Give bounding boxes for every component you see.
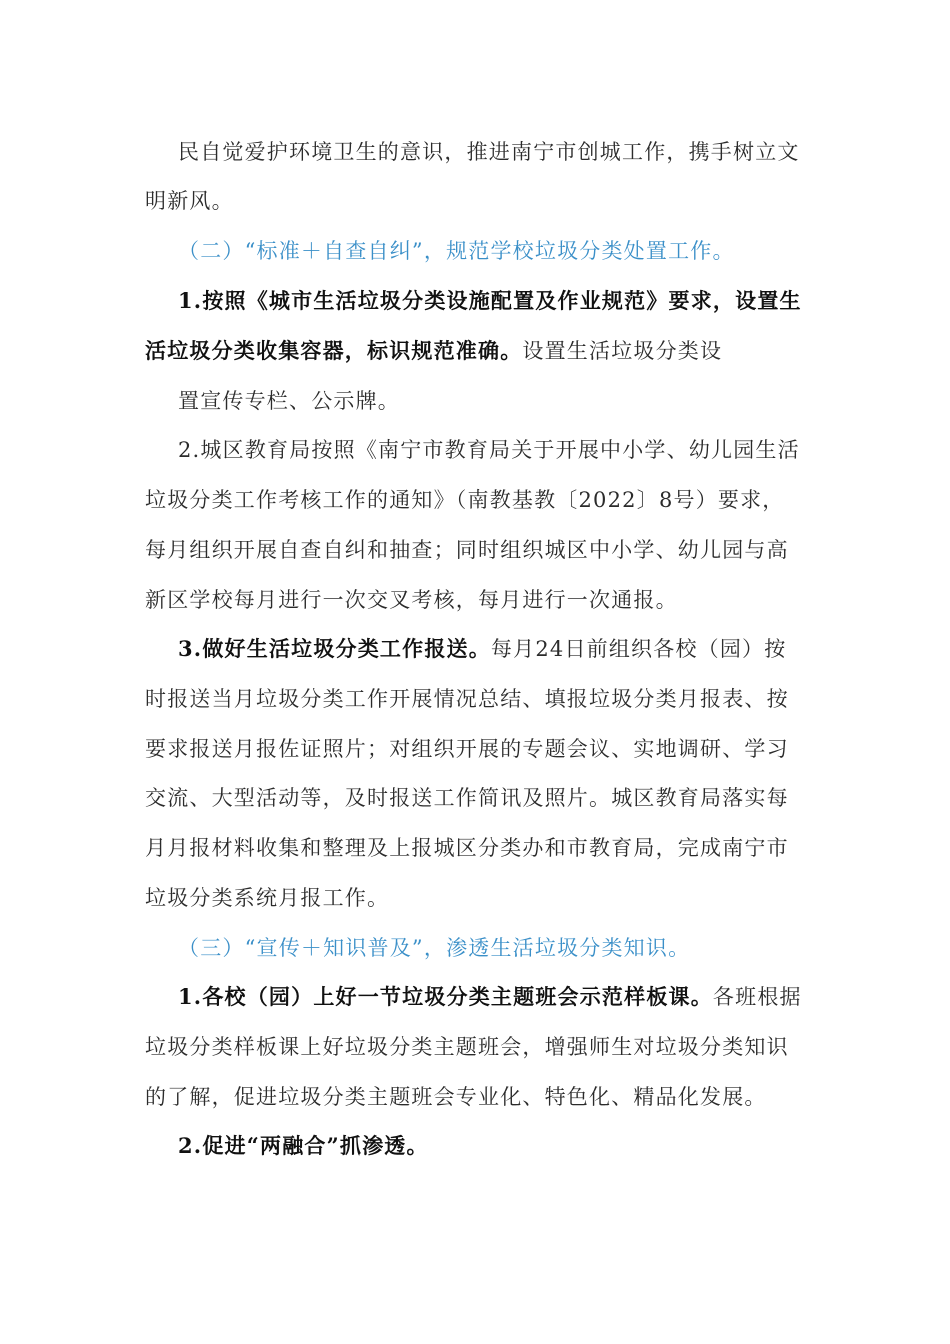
line-text: 置宣传专栏、公示牌。: [178, 389, 400, 413]
body-line: [178, 137, 800, 167]
body-line: [145, 186, 234, 216]
body-line: [178, 1131, 429, 1161]
line-text: 2.城区教育局按照《南宁市教育局关于开展中小学、幼儿园生活: [178, 438, 800, 462]
line-text: 明新风。: [145, 189, 234, 213]
bold-lead: 2.促进“两融合”抓渗透。: [178, 1133, 429, 1158]
line-text: 各班根据: [712, 985, 802, 1009]
bold-lead: 活垃圾分类收集容器，标识规范准确。: [145, 338, 523, 363]
body-line: [145, 1082, 767, 1112]
bold-lead: 3.做好生活垃圾分类工作报送。: [178, 636, 491, 661]
body-line: [178, 386, 400, 416]
section-heading: [178, 236, 735, 266]
body-line: [178, 435, 800, 465]
body-line: [145, 535, 789, 565]
body-line: [145, 336, 722, 366]
bold-lead: 1.各校（园）上好一节垃圾分类主题班会示范样板课。: [178, 984, 713, 1009]
body-line: [145, 783, 789, 813]
line-text: 设置生活垃圾分类设: [522, 339, 723, 363]
line-text: 要求报送月报佐证照片；对组织开展的专题会议、实地调研、学习: [145, 737, 789, 761]
body-line: [145, 833, 789, 863]
body-line: [178, 634, 786, 664]
bold-lead: 1.按照《城市生活垃圾分类设施配置及作业规范》要求，设置生: [178, 288, 802, 313]
line-text: 每月24日前组织各校（园）按: [490, 637, 787, 661]
body-line: [145, 734, 789, 764]
line-text: 垃圾分类工作考核工作的通知》（南教基教〔2022〕8号）要求，: [145, 488, 785, 512]
line-text: 垃圾分类样板课上好垃圾分类主题班会，增强师生对垃圾分类知识: [145, 1035, 789, 1059]
body-line: [178, 286, 802, 316]
line-text: 时报送当月垃圾分类工作开展情况总结、填报垃圾分类月报表、按: [145, 687, 789, 711]
body-line: [145, 1032, 789, 1062]
line-text: 的了解，促进垃圾分类主题班会专业化、特色化、精品化发展。: [145, 1085, 767, 1109]
heading-text: （三）“宣传＋知识普及”，渗透生活垃圾分类知识。: [178, 936, 691, 960]
line-text: 垃圾分类系统月报工作。: [145, 886, 390, 910]
body-line: [145, 883, 389, 913]
body-line: [145, 485, 785, 515]
heading-text: （二）“标准＋自查自纠”，规范学校垃圾分类处置工作。: [178, 239, 735, 263]
line-text: 月月报材料收集和整理及上报城区分类办和市教育局，完成南宁市: [145, 836, 789, 860]
body-line: [145, 585, 678, 615]
line-text: 每月组织开展自查自纠和抽查；同时组织城区中小学、幼儿园与高: [145, 538, 789, 562]
body-line: [145, 684, 789, 714]
section-heading: [178, 933, 690, 963]
line-text: 交流、大型活动等，及时报送工作简讯及照片。城区教育局落实每: [145, 786, 789, 810]
line-text: 新区学校每月进行一次交叉考核，每月进行一次通报。: [145, 588, 678, 612]
body-line: [178, 982, 802, 1012]
line-text: 民自觉爱护环境卫生的意识，推进南宁市创城工作，携手树立文: [178, 140, 800, 164]
